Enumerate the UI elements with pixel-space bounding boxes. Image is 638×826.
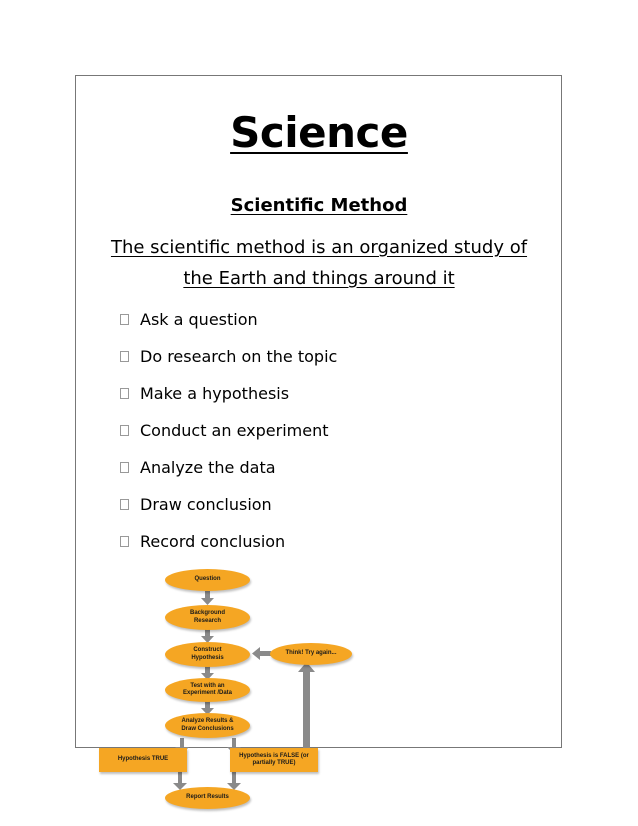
flow-node-label-line: Construct	[193, 647, 222, 653]
list-item-text: Draw conclusion	[140, 495, 272, 514]
list-item-text: Do research on the topic	[140, 347, 338, 366]
flow-node-label-line: Hypothesis is FALSE (or	[239, 752, 309, 759]
flow-node-think-try-again	[270, 643, 352, 665]
flow-node-label-line: Draw Conclusions	[181, 725, 234, 732]
flow-node-label-line: Background	[189, 610, 225, 616]
list-item-text: Conduct an experiment	[140, 421, 329, 440]
flow-node-question	[165, 569, 250, 591]
page-subtitle: Scientific Method	[230, 195, 408, 216]
flow-node-label-line: partially TRUE)	[252, 760, 296, 766]
flow-node-label-line: Research	[193, 617, 221, 624]
flow-node-label	[181, 718, 233, 733]
flow-node-label-line: Test with an	[190, 682, 225, 689]
flow-node-report-results	[165, 787, 250, 809]
flow-node-label-line: Analyze Results &	[181, 718, 234, 724]
flow-node-label-line: Experiment /Data	[182, 690, 233, 696]
flow-node-label	[190, 610, 225, 625]
flow-node-label	[183, 683, 232, 698]
flow-node-hypothesis-true	[99, 748, 187, 772]
flow-node-label	[239, 753, 309, 768]
arrow-false-to-think	[298, 662, 315, 755]
arrow-research-to-hypothesis	[201, 629, 214, 643]
flow-node-analyze-results	[165, 713, 250, 738]
flow-node-label: Think! Try again...	[285, 650, 337, 657]
page-title: Science	[230, 108, 408, 157]
flow-node-background-research	[165, 605, 250, 630]
arrow-question-to-research	[201, 591, 214, 605]
arrow-true-to-report	[173, 772, 187, 790]
flow-node-label: Report Results	[186, 794, 229, 801]
flow-node-hypothesis-false	[230, 748, 318, 772]
flow-node-test-experiment	[165, 678, 250, 702]
arrow-false-to-report	[227, 772, 241, 790]
list-item-text: Analyze the data	[140, 458, 276, 477]
list-item-text: Record conclusion	[140, 532, 286, 551]
flow-node-label-line: Hypothesis	[191, 654, 224, 661]
list-item-text: Ask a question	[140, 310, 258, 329]
intro-line-1: The scientific method is an organized study of	[110, 237, 528, 258]
arrow-think-to-construct	[252, 647, 271, 660]
flow-node-construct-hypothesis	[165, 642, 250, 667]
intro-line-2: the Earth and things around it	[183, 268, 455, 289]
flow-node-label	[191, 647, 223, 662]
flow-node-label: Hypothesis TRUE	[117, 756, 169, 763]
list-item-text: Make a hypothesis	[140, 384, 290, 403]
flow-node-label: Question	[194, 576, 221, 583]
